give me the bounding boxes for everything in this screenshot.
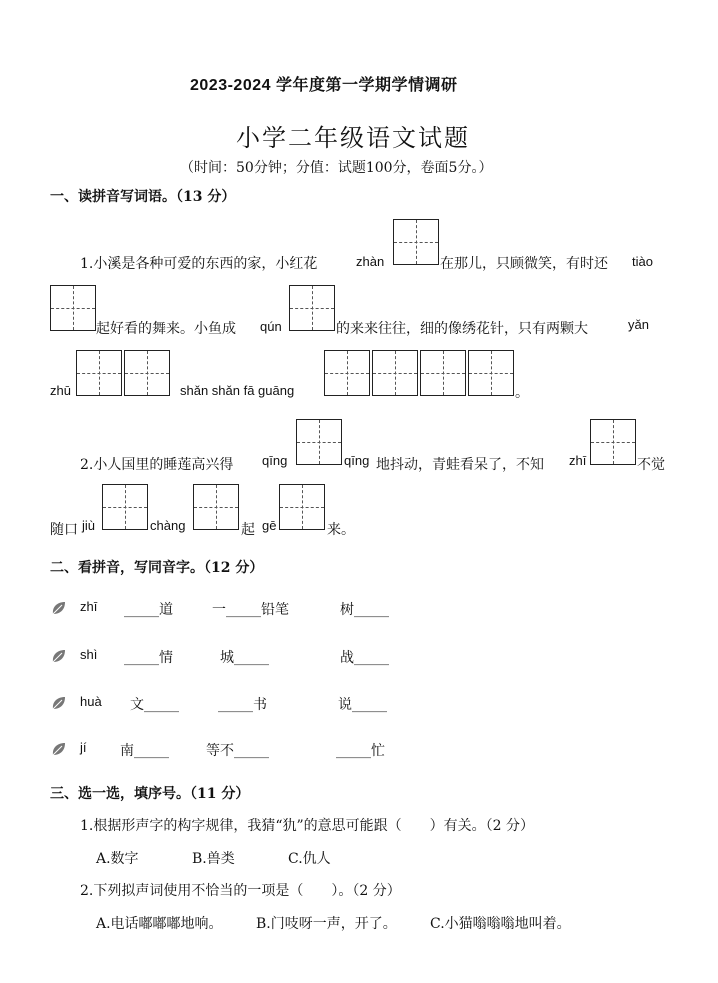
- row-pinyin: jí: [80, 740, 87, 755]
- pinyin-qun: qún: [260, 319, 282, 334]
- s3-q2-option-a[interactable]: A.电话嘟嘟嘟地响。: [96, 916, 223, 932]
- pinyin-yan: yǎn: [628, 317, 649, 332]
- q1-end: 。: [515, 385, 529, 401]
- s3-question-2: 2.下列拟声词使用不恰当的一项是（ ）。（2 分）: [80, 883, 401, 899]
- pinyin-zhi: zhī: [569, 453, 587, 468]
- section3-heading: 三、选一选，填序号。（11 分）: [50, 786, 250, 802]
- pinyin-qing1: qīng: [262, 453, 288, 468]
- pinyin-zhan: zhàn: [356, 254, 385, 269]
- row-word-3[interactable]: 说_____: [338, 697, 387, 713]
- q1-text-a: 1.小溪是各种可爱的东西的家，小红花: [80, 256, 318, 272]
- q2-text-a: 2.小人国里的睡莲高兴得: [80, 457, 234, 473]
- q2-text-f: 来。: [327, 522, 355, 538]
- char-box[interactable]: [124, 350, 170, 396]
- q2-text-d: 随口: [50, 522, 78, 538]
- row-word-3[interactable]: 战_____: [340, 650, 389, 666]
- char-box[interactable]: [372, 350, 418, 396]
- section2-heading: 二、看拼音，写同音字。（12 分）: [50, 560, 264, 576]
- s3-question-1: 1.根据形声字的构字规律，我猜“犰”的意思可能跟（ ）有关。（2 分）: [80, 818, 535, 834]
- pinyin-jiu: jiù: [82, 518, 96, 533]
- char-box[interactable]: [296, 419, 342, 465]
- pinyin-ge: gē: [262, 518, 277, 533]
- s3-q1-option-c[interactable]: C.仇人: [288, 851, 331, 867]
- leaf-icon: [50, 740, 68, 758]
- row-word-2[interactable]: _____书: [218, 697, 267, 713]
- s3-q1-option-b[interactable]: B.兽类: [192, 851, 235, 867]
- q2-text-b: 地抖动，青蛙看呆了，不知: [376, 457, 544, 473]
- pinyin-qing2: qīng: [344, 453, 370, 468]
- q1-text-b: 在那儿，只顾微笑，有时还: [440, 256, 608, 272]
- exam-title-line1: 2023-2024 学年度第一学期学情调研: [190, 77, 458, 94]
- pinyin-shanshanfaguang: shǎn shǎn fā guāng: [180, 383, 295, 398]
- q2-text-c: 不觉: [637, 457, 665, 473]
- leaf-icon: [50, 647, 68, 665]
- section1-heading: 一、读拼音写词语。（13 分）: [50, 189, 236, 205]
- exam-title-line2: 小学二年级语文试题: [236, 124, 470, 152]
- leaf-icon: [50, 694, 68, 712]
- pinyin-chang: chàng: [150, 518, 186, 533]
- row-word-3[interactable]: 树_____: [340, 602, 389, 618]
- s3-q2-option-c[interactable]: C.小猫嗡嗡嗡地叫着。: [430, 916, 571, 932]
- row-pinyin: huà: [80, 694, 102, 709]
- q1-text-d: 的来来往往，细的像绣花针，只有两颗大: [336, 321, 588, 337]
- char-box[interactable]: [193, 484, 239, 530]
- char-box[interactable]: [76, 350, 122, 396]
- pinyin-zhu: zhū: [50, 383, 71, 398]
- char-box[interactable]: [324, 350, 370, 396]
- row-word-2[interactable]: 一_____铅笔: [212, 602, 289, 618]
- char-box[interactable]: [289, 285, 335, 331]
- row-pinyin: shì: [80, 647, 98, 662]
- row-pinyin: zhī: [80, 599, 98, 614]
- char-box[interactable]: [279, 484, 325, 530]
- exam-subtitle: （时间：50分钟；分值：试题100分，卷面5分。）: [180, 160, 493, 176]
- row-word-1[interactable]: _____情: [124, 650, 173, 666]
- leaf-icon: [50, 599, 68, 617]
- row-word-1[interactable]: _____道: [124, 602, 173, 618]
- char-box[interactable]: [50, 285, 96, 331]
- row-word-1[interactable]: 文_____: [130, 697, 179, 713]
- row-word-1[interactable]: 南_____: [120, 743, 169, 759]
- char-box[interactable]: [102, 484, 148, 530]
- q2-text-e: 起: [241, 522, 255, 538]
- char-box[interactable]: [468, 350, 514, 396]
- pinyin-tiao: tiào: [632, 254, 653, 269]
- char-box[interactable]: [590, 419, 636, 465]
- char-box[interactable]: [393, 219, 439, 265]
- row-word-2[interactable]: 等不_____: [206, 743, 269, 759]
- char-box[interactable]: [420, 350, 466, 396]
- s3-q1-option-a[interactable]: A.数字: [96, 851, 139, 867]
- s3-q2-option-b[interactable]: B.门吱呀一声，开了。: [256, 916, 397, 932]
- q1-text-c: 起好看的舞来。小鱼成: [96, 321, 236, 337]
- row-word-3[interactable]: _____忙: [336, 743, 385, 759]
- row-word-2[interactable]: 城_____: [220, 650, 269, 666]
